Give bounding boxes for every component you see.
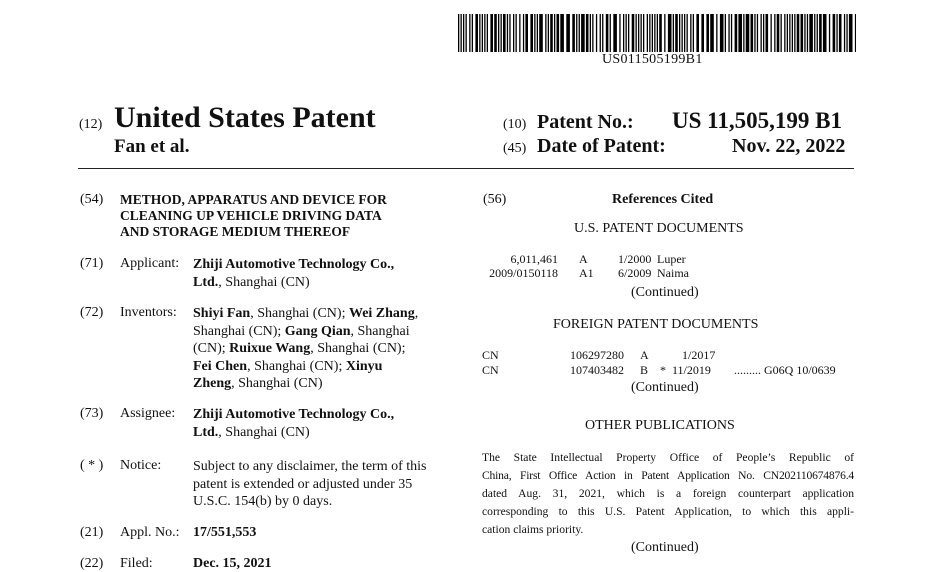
code-71: (71) [80, 256, 104, 271]
inventor-loc: (CN); [193, 341, 230, 356]
barcode-bar [516, 14, 517, 52]
barcode-bar [855, 14, 856, 52]
inventor-loc: , [414, 306, 419, 321]
barcode-bar [659, 14, 662, 52]
barcode-bar [592, 14, 593, 52]
date-label: Date of Patent: [537, 135, 666, 157]
barcode-bar [781, 14, 782, 52]
code-56: (56) [483, 192, 507, 207]
barcode-bar [654, 14, 655, 52]
barcode-bar [792, 14, 793, 52]
us-doc-number: 6,011,461 [510, 252, 558, 266]
barcode-bar [789, 14, 790, 52]
barcode-bar [784, 14, 785, 52]
barcode-bar [560, 14, 564, 52]
barcode-bar [839, 14, 842, 52]
barcode-bar [777, 14, 780, 52]
barcode-bar [566, 14, 570, 52]
barcode-bar [613, 14, 617, 52]
barcode-bar [590, 14, 591, 52]
applicant-loc: , Shanghai (CN) [218, 274, 310, 290]
barcode-bar [771, 14, 772, 52]
barcode-bar [554, 14, 555, 52]
inventor-name: Gang Qian [284, 323, 351, 339]
barcode-bar [572, 14, 575, 52]
barcode-bar [632, 14, 635, 52]
code-73: (73) [80, 406, 104, 421]
barcode-bar [814, 14, 815, 52]
barcode-bar [761, 14, 762, 52]
patent-number: US 11,505,199 B1 [672, 108, 842, 133]
barcode-bar [684, 14, 685, 52]
foreign-date: 11/2019 [672, 363, 711, 377]
inventor-loc: , Shanghai (CN); [250, 306, 349, 321]
barcode-bar [652, 14, 653, 52]
barcode-bar [743, 14, 744, 52]
barcode-bar [503, 14, 506, 52]
inventors-line [193, 323, 455, 341]
barcode-bar [797, 14, 800, 52]
inventor-name: Wei Zhang [348, 306, 415, 321]
barcode-bar [606, 14, 609, 52]
code-10: (10) [503, 117, 527, 132]
foreign-number: 106297280 [570, 348, 624, 362]
barcode-bar [693, 14, 694, 52]
us-doc-date: 1/2000 [618, 252, 652, 266]
barcode-bar [787, 14, 788, 52]
inventor-name: Xinyu [345, 358, 383, 374]
barcode-bar [725, 14, 726, 52]
continued-label: (Continued) [631, 285, 699, 300]
barcode-bar [545, 14, 546, 52]
barcode-bar [720, 14, 724, 52]
pub-line: The State Intellectual Property Office of People’s Republic of [482, 451, 854, 464]
foreign-number: 107403482 [570, 363, 624, 377]
barcode-bar [557, 14, 560, 52]
barcode-bar [801, 14, 804, 52]
filed-label: Filed: [120, 556, 153, 571]
barcode-bar [766, 14, 769, 52]
applicant-name-cont: Ltd. [193, 274, 219, 290]
invention-title-line: AND STORAGE MEDIUM THEREOF [120, 224, 351, 239]
code-21: (21) [80, 525, 104, 540]
pub-line: cation claims priority. [482, 523, 584, 536]
barcode-bar [475, 14, 478, 52]
inventor-loc: Shanghai (CN); [193, 323, 285, 339]
foreign-doc-row [482, 348, 857, 362]
barcode-bar [619, 14, 620, 52]
barcode-bar [706, 14, 709, 52]
inventor-name: Fei Chen [193, 358, 248, 374]
inventors-line [193, 305, 455, 323]
barcode-bar [487, 14, 488, 52]
barcode-bar [581, 14, 585, 52]
barcode-bar [829, 14, 830, 52]
foreign-country: CN [482, 363, 499, 377]
barcode-bar [494, 14, 497, 52]
foreign-class: ......... G06Q 10/0639 [734, 363, 836, 377]
patent-title: United States Patent [114, 101, 376, 134]
code-notice: ( * ) [80, 458, 104, 473]
inventors-line [193, 358, 455, 376]
barcode [458, 14, 856, 52]
barcode-bar [710, 14, 714, 52]
code-54: (54) [80, 192, 104, 207]
barcode-bar [819, 14, 822, 52]
us-doc-number: 2009/0150118 [489, 266, 558, 280]
barcode-bar [466, 14, 467, 52]
code-72: (72) [80, 305, 104, 320]
continued-label: (Continued) [631, 380, 699, 395]
barcode-bar [731, 14, 732, 52]
barcode-bar [519, 14, 520, 52]
barcode-bar [596, 14, 597, 52]
header-rule [78, 168, 854, 169]
barcode-bar [643, 14, 644, 52]
barcode-bar [844, 14, 845, 52]
barcode-bar [804, 14, 805, 52]
barcode-bar [586, 14, 589, 52]
barcode-bar [641, 14, 642, 52]
barcode-bar [484, 14, 485, 52]
invention-title-line: METHOD, APPARATUS AND DEVICE FOR [120, 192, 387, 207]
barcode-bar [579, 14, 580, 52]
barcode-bar [763, 14, 764, 52]
inventors-line [193, 375, 455, 393]
code-22: (22) [80, 556, 104, 571]
barcode-bar [735, 14, 738, 52]
barcode-bar [823, 14, 827, 52]
notice-label: Notice: [120, 458, 162, 473]
barcode-bar [679, 14, 680, 52]
barcode-bar [817, 14, 818, 52]
inventor-loc: , Shanghai [350, 323, 410, 339]
pub-line: dated Aug. 31, 2021, which is a foreign counterpart application [482, 487, 854, 500]
inventor-short: Fan et al. [114, 136, 190, 157]
barcode-bar [754, 14, 755, 52]
us-doc-name: Luper [657, 252, 686, 266]
assignee-loc: , Shanghai (CN) [218, 424, 310, 440]
inventor-loc: , Shanghai (CN); [310, 341, 406, 356]
barcode-bar [602, 14, 603, 52]
barcode-bar [490, 14, 493, 52]
pub-line: corresponding to this U.S. Patent Application, to which this appli- [482, 505, 854, 518]
barcode-bar [682, 14, 683, 52]
barcode-bar [610, 14, 611, 52]
barcode-bar [600, 14, 601, 52]
barcode-bar [673, 14, 674, 52]
barcode-bar [523, 14, 524, 52]
barcode-bar [509, 14, 510, 52]
filed-value: Dec. 15, 2021 [193, 556, 272, 571]
barcode-bar [696, 14, 699, 52]
notice-value [193, 458, 427, 511]
barcode-bar [647, 14, 648, 52]
barcode-bar [833, 14, 836, 52]
notice-line: patent is extended or adjusted under 35 [193, 476, 413, 492]
foreign-kind: B [640, 363, 649, 377]
foreign-doc-row [482, 363, 857, 377]
barcode-bar [690, 14, 691, 52]
foreign-star: * [660, 363, 666, 377]
barcode-bar [513, 14, 514, 52]
barcode-bar [757, 14, 758, 52]
barcode-bar [534, 14, 535, 52]
appl-no-label: Appl. No.: [120, 525, 180, 540]
barcode-bar [746, 14, 750, 52]
assignee-value [193, 406, 394, 441]
barcode-bar [469, 14, 470, 52]
barcode-bar [498, 14, 499, 52]
barcode-bar [807, 14, 808, 52]
barcode-bar [479, 14, 480, 52]
invention-title [120, 192, 387, 240]
inventors-value [193, 305, 455, 393]
assignee-name-cont: Ltd. [193, 424, 219, 440]
barcode-bar [636, 14, 637, 52]
assignee-label: Assignee: [120, 406, 176, 421]
barcode-bar [751, 14, 754, 52]
barcode-bar [576, 14, 577, 52]
assignee-location [193, 424, 394, 442]
us-doc-name: Naima [657, 266, 689, 280]
barcode-bar [849, 14, 853, 52]
inventors-label: Inventors: [120, 305, 177, 320]
barcode-bar [507, 14, 508, 52]
barcode-bar [548, 14, 549, 52]
assignee-name: Zhiji Automotive Technology Co., [193, 407, 395, 422]
notice-line: U.S.C. 154(b) by 0 days. [193, 494, 333, 509]
barcode-bar [774, 14, 775, 52]
applicant-location [193, 274, 394, 292]
barcode-bar [501, 14, 502, 52]
applicant-value [193, 256, 394, 291]
us-doc-kind: A [579, 252, 588, 266]
barcode-bar [472, 14, 473, 52]
barcode-bar [525, 14, 528, 52]
barcode-bar [809, 14, 813, 52]
foreign-docs-title: FOREIGN PATENT DOCUMENTS [553, 317, 759, 332]
inventor-loc: , Shanghai (CN) [231, 376, 323, 391]
inventor-name: Ruixue Wang [229, 341, 311, 356]
barcode-bar [626, 14, 627, 52]
barcode-bar [794, 14, 795, 52]
other-publication-text [482, 449, 854, 539]
foreign-country: CN [482, 348, 499, 362]
barcode-bar [482, 14, 483, 52]
inventor-loc: , Shanghai (CN); [247, 358, 346, 374]
foreign-kind: A [640, 348, 649, 362]
patent-date: Nov. 22, 2022 [732, 135, 846, 157]
barcode-bar [836, 14, 837, 52]
code-12: (12) [79, 117, 103, 132]
barcode-bar [458, 14, 459, 52]
notice-line: Subject to any disclaimer, the term of this [193, 459, 427, 474]
barcode-bar [675, 14, 678, 52]
barcode-bar [649, 14, 650, 52]
barcode-bar [716, 14, 717, 52]
barcode-bar [461, 14, 462, 52]
invention-title-line: CLEANING UP VEHICLE DRIVING DATA [120, 208, 382, 223]
barcode-bar [687, 14, 688, 52]
barcode-bar [530, 14, 533, 52]
barcode-bar [638, 14, 639, 52]
foreign-date: 1/2017 [682, 348, 716, 362]
applicant-name: Zhiji Automotive Technology Co., [193, 257, 395, 272]
barcode-bar [738, 14, 742, 52]
barcode-bar [463, 14, 464, 52]
inventor-name: Zheng [193, 376, 232, 391]
barcode-bar [728, 14, 729, 52]
applicant-label: Applicant: [120, 256, 180, 271]
barcode-bar [701, 14, 704, 52]
barcode-bar [539, 14, 543, 52]
inventor-name: Shiyi Fan [193, 306, 251, 321]
us-doc-kind: A1 [579, 266, 594, 280]
barcode-bar [846, 14, 847, 52]
barcode-bar [537, 14, 538, 52]
other-publications-title: OTHER PUBLICATIONS [585, 418, 735, 433]
appl-no-value: 17/551,553 [193, 525, 257, 540]
us-doc-date: 6/2009 [618, 266, 652, 280]
barcode-bar [623, 14, 624, 52]
pub-line: China, First Office Action in Patent Application No. CN202110674876.4 [482, 469, 854, 482]
patent-no-label: Patent No.: [537, 111, 634, 133]
barcode-number: US011505199B1 [602, 52, 703, 67]
barcode-bar [664, 14, 665, 52]
references-title: References Cited [612, 192, 714, 207]
barcode-bar [657, 14, 658, 52]
us-docs-title: U.S. PATENT DOCUMENTS [574, 221, 744, 236]
continued-label: (Continued) [631, 540, 699, 555]
code-45: (45) [503, 141, 527, 156]
inventors-line [193, 340, 455, 358]
barcode-bar [550, 14, 553, 52]
barcode-bar [628, 14, 629, 52]
barcode-bar [668, 14, 672, 52]
